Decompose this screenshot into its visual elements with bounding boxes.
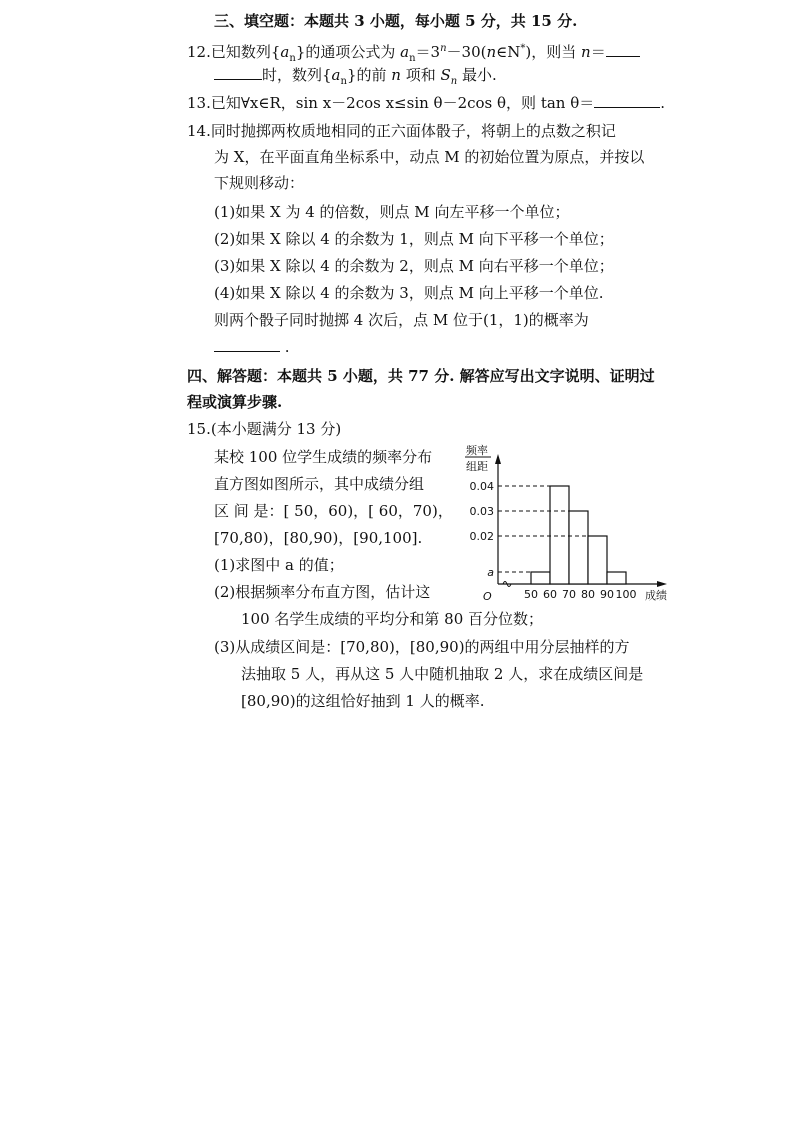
q12-var-n: n: [581, 43, 591, 61]
q12-var-a: a: [331, 66, 341, 84]
q14-answer-blank[interactable]: [214, 337, 280, 352]
q12-sub-n: n: [340, 76, 347, 87]
q12-line1: [187, 38, 640, 64]
q12-text: }的通项公式为: [295, 43, 401, 61]
q12-text: ＝: [590, 43, 606, 61]
q13-end: .: [660, 94, 666, 112]
x-axis-arrow: [657, 581, 667, 587]
q12-text: )，则当: [525, 43, 582, 61]
x-tick-label: 50: [524, 588, 538, 601]
q12-text: }的前: [346, 66, 392, 84]
histogram-bar: [588, 536, 607, 584]
q14-rule1: (1)如果 X 为 4 的倍数，则点 M 向左平移一个单位；: [214, 203, 570, 221]
x-tick-label: 60: [543, 588, 557, 601]
frequency-histogram: [456, 440, 676, 605]
q14-end: .: [284, 338, 290, 356]
q13: [187, 92, 665, 114]
ylabel-bottom: 组距: [466, 460, 488, 473]
ylabel-top: 频率: [466, 444, 488, 457]
q12-var-S: S: [440, 66, 451, 84]
q14-number: 14.: [187, 122, 211, 140]
xlabel: 成绩: [645, 589, 667, 602]
q15-sub3-line3: [80,90)的这组恰好抽到 1 人的概率.: [241, 692, 485, 710]
q14-line3: 下规则移动：: [214, 174, 305, 192]
q12-text: 项和: [400, 66, 441, 84]
q12-var-n: n: [486, 43, 497, 61]
q14-rule4: (4)如果 X 除以 4 的余数为 3，则点 M 向上平移一个单位.: [214, 284, 604, 302]
y-tick-label: a: [487, 566, 494, 579]
q12-sub-n: n: [450, 76, 458, 87]
x-tick-label: 70: [562, 588, 576, 601]
q12-sup-n: n: [440, 43, 447, 54]
q12-text: ＝3: [415, 43, 441, 61]
q14-answer-line: [214, 336, 290, 358]
histogram-bar: [569, 511, 588, 584]
histogram-bar: [531, 572, 550, 584]
section4-header-line2: 程或演算步骤.: [187, 393, 283, 411]
q15-sub3-line1: (3)从成绩区间是：[70,80)，[80,90)的两组中用分层抽样的方: [214, 638, 630, 656]
q15-sub1: (1)求图中 a 的值；: [214, 556, 344, 574]
q14-line1: [187, 120, 616, 142]
q15-number: 15.: [187, 420, 211, 438]
y-tick-label: 0.04: [469, 480, 494, 493]
x-tick-label: 80: [581, 588, 595, 601]
q14-text: 同时抛掷两枚质地相同的正六面体骰子，将朝上的点数之积记: [210, 122, 616, 140]
q15-header: [187, 418, 341, 440]
q14-line8: 则两个骰子同时抛掷 4 次后，点 M 位于(1，1)的概率为: [214, 311, 589, 329]
q12-var-n: n: [391, 66, 401, 84]
q12-star: *: [520, 43, 526, 54]
q15-para-line1: 某校 100 位学生成绩的频率分布: [214, 448, 433, 466]
q12-number: 12.: [187, 43, 211, 61]
q12-sub-n: n: [289, 53, 296, 64]
q14-rule2: (2)如果 X 除以 4 的余数为 1，则点 M 向下平移一个单位；: [214, 230, 614, 248]
q12-sub-n: n: [409, 53, 416, 64]
q15-para-line2: 直方图如图所示，其中成绩分组: [214, 475, 425, 493]
q12-line2: [214, 64, 497, 86]
q15-para-line3: 区 间 是：[ 50，60)，[ 60，70)，: [214, 502, 453, 520]
histogram-bar: [550, 486, 569, 584]
q13-number: 13.: [187, 94, 211, 112]
q12-text: ∈N: [496, 43, 521, 61]
q15-para-line4: [70,80)，[80,90)，[90,100].: [214, 529, 423, 547]
x-tick-label: 90: [600, 588, 614, 601]
q12-answer-blank-cont[interactable]: [214, 65, 262, 80]
q12-text: －30(: [446, 43, 487, 61]
origin-label: O: [483, 590, 492, 603]
q12-var-a: a: [280, 43, 290, 61]
y-tick-label: 0.03: [469, 505, 494, 518]
q15-sub2-line1: (2)根据频率分布直方图，估计这: [214, 583, 431, 601]
q12-text: 最小.: [457, 66, 497, 84]
section3-header: 三、填空题：本题共 3 小题，每小题 5 分，共 15 分.: [214, 12, 578, 30]
histogram-bar: [607, 572, 626, 584]
q12-var-a: a: [400, 43, 410, 61]
q14-line2: 为 X，在平面直角坐标系中，动点 M 的初始位置为原点，并按以: [214, 148, 645, 166]
q15-sub3-line2: 法抽取 5 人，再从这 5 人中随机抽取 2 人，求在成绩区间是: [241, 665, 644, 683]
section4-header-line1: 四、解答题：本题共 5 小题，共 77 分. 解答应写出文字说明、证明过: [187, 367, 655, 385]
q14-rule3: (3)如果 X 除以 4 的余数为 2，则点 M 向右平移一个单位；: [214, 257, 614, 275]
y-axis-arrow: [495, 454, 501, 464]
q15-sub2-line2: 100 名学生成绩的平均分和第 80 百分位数；: [241, 610, 544, 628]
q15-score: (本小题满分 13 分): [210, 420, 342, 438]
q13-text: 已知∀x∈R，sin x－2cos x≤sin θ－2cos θ，则 tan θ＝: [210, 94, 595, 112]
x-tick-label: 100: [615, 588, 637, 601]
q12-text: 时，数列{: [262, 66, 332, 84]
q12-answer-blank[interactable]: [606, 42, 640, 57]
q12-text: 已知数列{: [210, 43, 281, 61]
y-tick-label: 0.02: [469, 530, 494, 543]
q13-answer-blank[interactable]: [594, 93, 660, 108]
